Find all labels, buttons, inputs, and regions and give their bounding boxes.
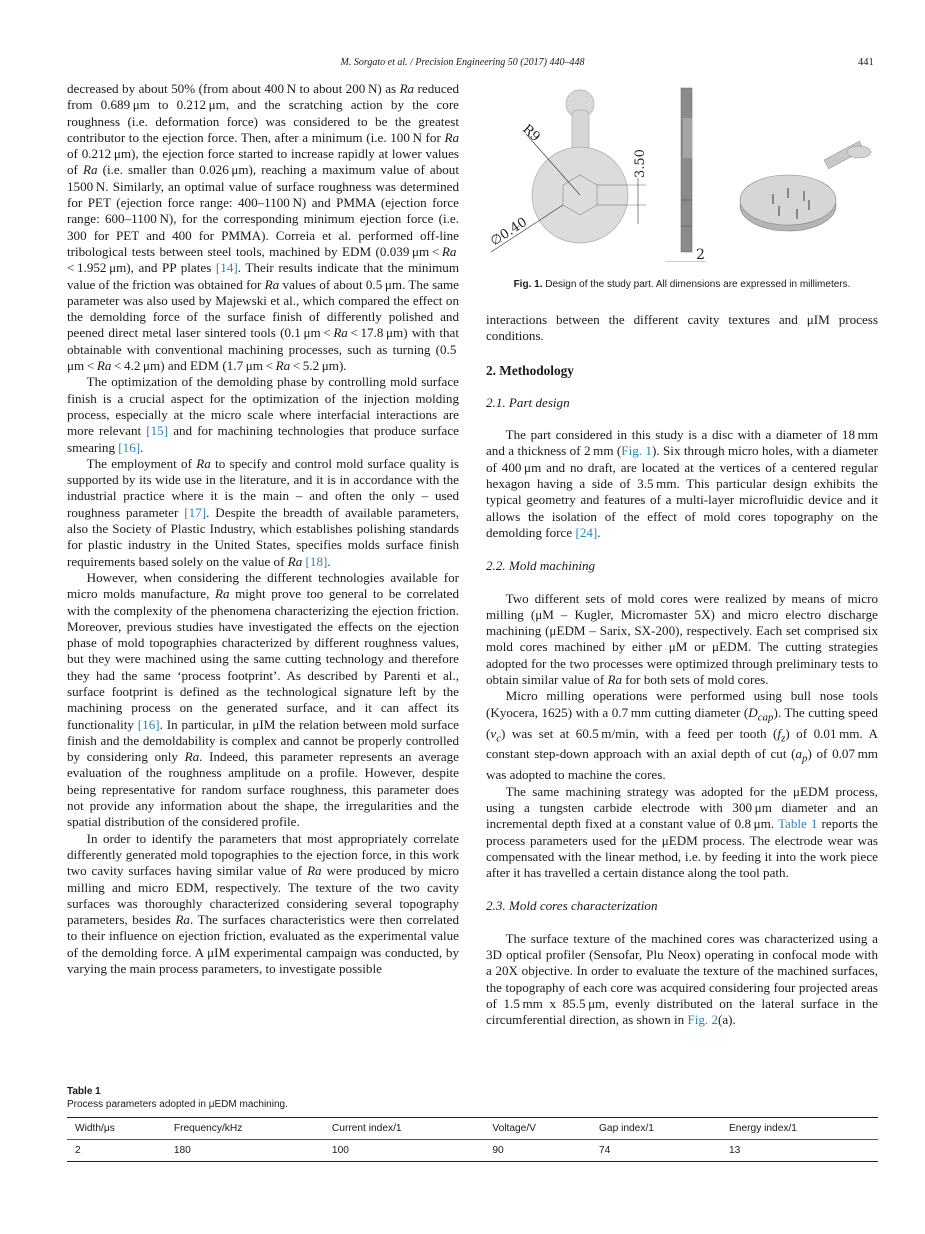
left-column [67,81,459,977]
text: . [597,524,601,540]
text: ). Six through micro holes, with a diameter of 400 μm and no draft, are located at the vertices of a centered regular hexagon having a side of 3.5 mm. This particular design exhibits the typical geometry and features of a multi-layer microfluidic device and it allows the isolation of the effect of mold cores topography on the demolding force [486,443,879,540]
text: ). The cutting speed ( [486,704,878,741]
paragraph [67,831,459,978]
ra-symbol: Ra [184,749,200,765]
side-view [666,88,706,262]
text: The same machining strategy was adopted for the μEDM process, using a tungsten carbide electrode with 300 μm diameter and an incremental depth fixed at a constant value of 0.8 μm. [486,783,878,832]
citation-link[interactable]: [14] [215,260,238,276]
text: < 1.952 μm), and PP plates [67,243,459,276]
table-link[interactable]: Table 1 [777,816,818,832]
text: < 5.2 μm). [290,358,347,374]
iso-knob [847,146,871,158]
iso-disc-top [740,175,836,225]
top-view [488,90,648,252]
text: for both sets of mold cores. [622,672,769,688]
text: might prove too general to be correlated with the complexity of the phenomena characterizing the ejection friction. Moreover, previous studies have investigated the effects on the ejection phase of mold topographies characterized by different roughness values, but they were machined using the same cutting technology and therefore they had the same ‘process footprint’. As described by Parenti et al., surface footprint is defined as the technological signature left by the machining process on the generated surface, and it can affect its functionality [67,586,460,732]
text: Micro milling operations were performed using bull nose tools (Kyocera, 1625) with a 0.7 mm cutting diameter ( [486,688,878,720]
text: . Indeed, this parameter represents an average evaluation of the roughness amplitude on a profile. However, despite being representative for random surface roughness, this parameter does not provide any information about the shape, the irregularities and the spatial distribution of the considered profile. [67,749,459,830]
caption-text: Design of the study part. All dimensions are expressed in millimeters. [542,279,851,290]
paragraph: interactions between the different cavity textures and μIM process conditions. [486,312,878,344]
paragraph [486,688,878,783]
paragraph [67,570,459,831]
table-row [67,1140,878,1162]
table-1 [67,1086,878,1162]
math-subscript: p [802,753,808,766]
table-cell: 90 [484,1140,591,1162]
table-cell: 2 [67,1140,166,1162]
subsection-heading: 2.3. Mold cores characterization [486,898,658,914]
column-header: Energy index/1 [721,1118,878,1140]
dim-side-label: 3.50 [633,149,648,178]
text: . Despite the breadth of available parameters, also the Society of Plastic Industry, which establishes polishing standards for plastic industry in the United States, specifies molds surface finish requirements based solely on the value of [67,504,460,569]
side-profile [681,88,692,252]
column-header: Current index/1 [324,1118,484,1140]
table-caption: Process parameters adopted in μEDM machining. [67,1099,288,1110]
figure-link[interactable]: Fig. 1 [621,443,652,459]
text: ) of 0.07 mm was adopted to machine the cores. [486,746,878,783]
column-header: Voltage/V [484,1118,591,1140]
text: ) was set at 60.5 m/min, with a feed per tooth ( [501,725,778,741]
text: The surface texture of the machined cores was characterized using a 3D optical profiler (Sensofar, Plu Neox) operating in confocal mode with a 20X objective. In order to evaluate the texture of the machined surfaces, the topography of each core was acquired considering four projected areas of 1.5 mm x 85.5 μm, evenly distributed on the lateral surface in the circumferential direction, as shown in [486,930,878,1028]
citation-link[interactable]: [15] [146,423,169,439]
paragraph [67,374,459,455]
ra-symbol: Ra [307,863,322,879]
text: . [327,553,331,569]
side-runner [683,118,692,158]
text: were produced by micro milling and micro EDM, respectively. The texture of the two cavity surfaces was thoroughly characterized considering several topography parameters, besides [67,863,459,928]
text: In order to identify the parameters that most appropriately correlate differently generated mold topographies to the ejection force, in this work two cavity surfaces having similar value of [67,830,459,879]
citation-link[interactable]: [24] [575,524,598,540]
text: The employment of [86,455,197,471]
text: ) of 0.01 mm. A constant step-down approach with an axial depth of cut ( [486,725,879,762]
subsection-heading: 2.2. Mold machining [486,558,596,574]
citation-link[interactable]: [17] [184,504,207,520]
text: The part considered in this study is a disc with a diameter of 18 mm and a thickness of 2 mm ( [486,427,878,459]
ra-symbol: Ra [214,586,230,602]
ra-symbol: Ra [444,129,459,145]
ra-symbol: Ra [333,325,348,341]
text: values of about 0.5 μm. The same parameter was also used by Majewski et al., which compared the effect on the demolding force of the surface finish of differently polished and peened direct metal laser sintered tools (0.1 μm < [67,276,459,341]
table-label: Table 1 [67,1086,101,1097]
paragraph [67,456,459,570]
text: . In particular, in μIM the relation between mold surface finish and the demoldability is complex and cannot be properly controlled by considering only [67,716,459,765]
citation-link[interactable]: [18] [305,553,328,569]
isometric-view [740,141,871,231]
text: and for machining technologies that produce surface smearing [67,423,459,455]
table-cell: 180 [166,1140,324,1162]
table-cell: 74 [591,1140,721,1162]
citation-link[interactable]: [16] [137,716,160,732]
ra-symbol: Ra [275,358,291,374]
math-symbol: a [795,746,803,762]
page-number: 441 [858,57,874,68]
text: decreased by about 50% (from about 400 N to about 200 N) as [67,81,400,96]
text: reduced from 0.689 μm to 0.212 μm, and the scratching action by the core roughness (i.e. deformation force) was considered to be the greatest contributor to the ejection force. Then, after a minimum (i.e. 100 N for [67,81,459,145]
figure-label: Fig. 1. [513,279,543,290]
table-header-row [67,1118,878,1140]
citation-link[interactable]: [16] [118,439,141,455]
figure-link[interactable]: Fig. 2 [687,1012,718,1028]
math-subscript: cap [757,711,774,724]
running-head: M. Sorgato et al. / Precision Engineering 50 (2017) 440–448 [340,57,585,68]
ra-symbol: Ra [399,81,415,96]
ra-symbol: Ra [96,358,112,374]
paragraph [486,591,878,689]
text: reports the process parameters used for the μEDM process. The electrode wear was compensated with the linear method, i.e. by feeding it into the work piece after it has travelled a certain distance along the tool path. [486,816,878,881]
text: . Their results indicate that the minimum value of the friction was obtained for [67,260,460,292]
ra-symbol: Ra [287,553,303,569]
ra-symbol: Ra [607,672,622,688]
paragraph [67,81,459,374]
math-symbol: D [748,704,758,720]
ra-symbol: Ra [175,912,190,928]
section-heading: 2. Methodology [486,362,574,378]
paragraph [486,784,878,882]
math-subscript: c [496,732,502,745]
ra-symbol: Ra [82,162,98,178]
text: (a). [718,1012,736,1028]
text: . The surfaces characteristics were then correlated to their influence on ejection friction, evaluated as the experimental value of the demolding force. A μIM experimental campaign was conducted, by varying the main process parameters, to investigate possible [67,912,459,977]
right-column [486,312,878,1029]
dim-hole-label: ∅0.40 [488,214,530,250]
text: < 17.8 μm) with that obtainable with conventional machining processes, such as turning (0.5 μm < [67,325,460,374]
subsection-heading: 2.1. Part design [486,394,570,410]
paragraph [486,427,878,541]
process-parameters-table [67,1117,878,1162]
text: < 4.2 μm) and EDM (1.7 μm < [111,358,276,374]
text: The optimization of the demolding phase by controlling mold surface finish is a crucial aspect for the optimization of the injection molding process, especially at the micro scale where interfacial interactions are more relevant [67,374,459,439]
paragraph [486,931,878,1029]
figure-1-caption [486,279,878,290]
table-cell: 13 [721,1140,878,1162]
math-subscript: z [781,732,786,745]
text: (i.e. smaller than 0.026 μm), reaching a maximum value of about 1500 N. Similarly, an optimal value of surface roughness was determined for PET (ejection force range: 400–1100 N) and PMMA (ejection force range: 600–1100 N), for the corresponding minimum ejection force (i.e. 300 for PET and 400 for PMMA). Correia et al. performed off-line tribological tests between steel tools, machined by EDM (0.039 μm < [67,162,459,259]
ra-symbol: Ra [264,276,280,292]
column-header: Gap index/1 [591,1118,721,1140]
math-symbol: v [490,725,497,741]
dim-thickness-label: 2 [696,247,705,262]
ra-symbol: Ra [441,243,457,259]
dim-radius-label: R9 [519,121,543,146]
column-header: Frequency/kHz [166,1118,324,1140]
text: to specify and control mold surface quality is supported by its wide use in the literature, and it is in accordance with the industrial practice where it is the main – and often the only – used roughness parameter [67,455,459,520]
math-symbol: f [777,725,782,741]
figure-1-part-drawing [486,82,878,262]
table-cell: 100 [324,1140,484,1162]
text: Two different sets of mold cores were realized by means of micro milling (μM – Kugler, Micromaster 5X) and micro electro discharge machining (μEDM – Sarix, SX-200), respectively. Each set comprised six mold cores machined by either μM or μEDM. The cutting strategies adopted for the two processes were optimized through preliminary tests to obtain similar value of [486,590,878,688]
column-header: Width/μs [67,1118,166,1140]
text: . [140,439,144,455]
text: of 0.212 μm), the ejection force started to increase rapidly at lower values of [67,146,459,178]
ra-symbol: Ra [196,455,211,471]
text: However, when considering the different technologies available for micro molds manufacture, [67,569,459,602]
